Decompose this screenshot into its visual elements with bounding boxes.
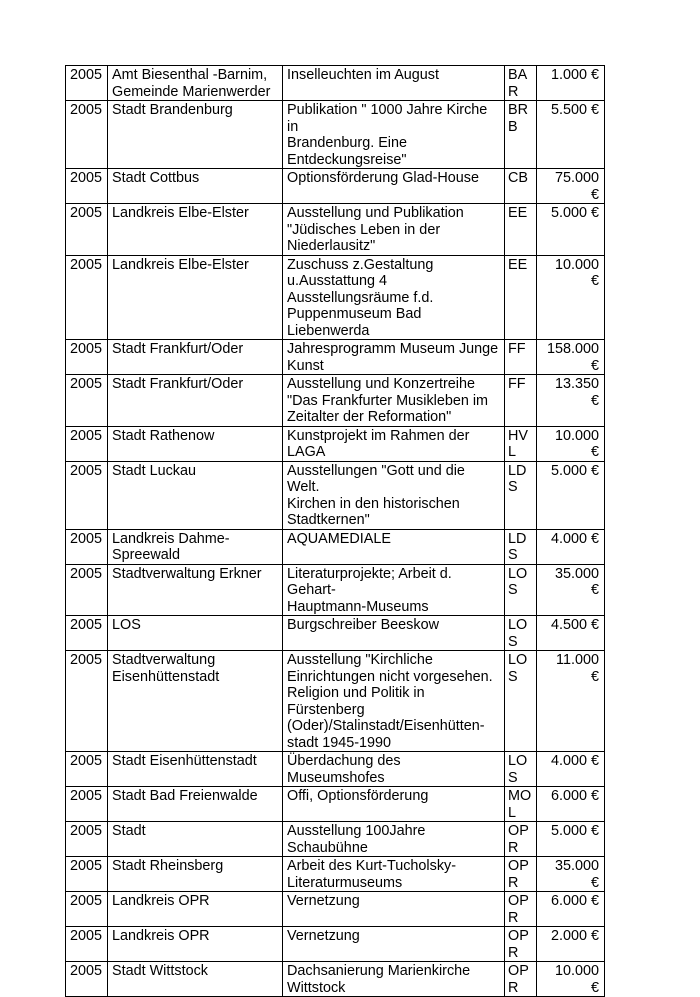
cell-amount-text: 5.000 € bbox=[550, 462, 599, 479]
cell-year-text: 2005 bbox=[70, 67, 103, 83]
table-row bbox=[66, 375, 605, 427]
cell-amount-text: 4.500 € bbox=[550, 617, 599, 633]
cell-district-code bbox=[505, 564, 537, 616]
cell-district-code-text: BA R bbox=[508, 67, 528, 100]
cell-recipient bbox=[108, 255, 283, 340]
cell-year bbox=[66, 66, 108, 101]
cell-recipient-text: Landkreis OPR bbox=[112, 928, 210, 944]
cell-year-text: 2005 bbox=[70, 462, 103, 479]
cell-year-text: 2005 bbox=[70, 427, 103, 444]
cell-recipient bbox=[108, 651, 283, 752]
table-row bbox=[66, 822, 605, 857]
cell-amount bbox=[537, 892, 605, 927]
cell-district-code bbox=[505, 787, 537, 822]
cell-year-text: 2005 bbox=[70, 893, 103, 909]
cell-amount bbox=[537, 204, 605, 256]
cell-district-code bbox=[505, 340, 537, 375]
table-row bbox=[66, 564, 605, 616]
cell-year bbox=[66, 461, 108, 529]
cell-project bbox=[283, 101, 505, 169]
cell-district-code-text: CB bbox=[508, 170, 528, 186]
table-row bbox=[66, 169, 605, 204]
cell-recipient-text: Stadt bbox=[112, 823, 146, 839]
cell-district-code-text: EE bbox=[508, 256, 528, 273]
cell-project bbox=[283, 651, 505, 752]
cell-project-text: Überdachung des Museumshofes bbox=[287, 753, 401, 786]
cell-recipient bbox=[108, 101, 283, 169]
cell-amount-text: 1.000 € bbox=[550, 67, 599, 83]
cell-year-text: 2005 bbox=[70, 170, 103, 186]
cell-amount-text: 4.000 € bbox=[550, 530, 599, 547]
cell-district-code bbox=[505, 426, 537, 461]
cell-year-text: 2005 bbox=[70, 205, 103, 221]
cell-amount bbox=[537, 426, 605, 461]
cell-amount bbox=[537, 340, 605, 375]
cell-amount-text: 75.000 € bbox=[554, 170, 599, 203]
cell-district-code-text: OP R bbox=[508, 928, 529, 961]
cell-project bbox=[283, 822, 505, 857]
cell-recipient bbox=[108, 927, 283, 962]
cell-district-code bbox=[505, 651, 537, 752]
cell-amount-text: 6.000 € bbox=[550, 788, 599, 804]
cell-district-code-text: LO S bbox=[508, 565, 528, 598]
cell-amount bbox=[537, 927, 605, 962]
table-row bbox=[66, 892, 605, 927]
cell-recipient-text: Landkreis Dahme- Spreewald bbox=[112, 530, 230, 563]
cell-amount bbox=[537, 375, 605, 427]
cell-project bbox=[283, 169, 505, 204]
cell-year bbox=[66, 962, 108, 997]
cell-project-text: Publikation " 1000 Jahre Kirche in Brandenburg. Eine Entdeckungsreise" bbox=[287, 102, 488, 168]
cell-recipient bbox=[108, 169, 283, 204]
cell-year bbox=[66, 752, 108, 787]
cell-recipient bbox=[108, 616, 283, 651]
cell-amount-text: 5.000 € bbox=[550, 823, 599, 839]
cell-district-code bbox=[505, 461, 537, 529]
cell-project bbox=[283, 892, 505, 927]
cell-amount-text: 10.000 € bbox=[554, 427, 599, 460]
cell-district-code bbox=[505, 169, 537, 204]
cell-recipient-text: Amt Biesenthal -Barnim, Gemeinde Marienwerder bbox=[112, 67, 271, 100]
cell-project bbox=[283, 255, 505, 340]
cell-year-text: 2005 bbox=[70, 858, 103, 874]
cell-year-text: 2005 bbox=[70, 823, 103, 839]
cell-district-code-text: OP R bbox=[508, 858, 529, 891]
cell-district-code bbox=[505, 857, 537, 892]
cell-recipient-text: Landkreis Elbe-Elster bbox=[112, 205, 249, 221]
cell-recipient bbox=[108, 204, 283, 256]
cell-recipient-text: Stadt Frankfurt/Oder bbox=[112, 376, 244, 392]
cell-amount-text: 35.000 € bbox=[554, 565, 599, 598]
cell-amount bbox=[537, 752, 605, 787]
cell-project-text: Offi, Optionsförderung bbox=[287, 788, 429, 804]
grants-table-body bbox=[66, 66, 605, 997]
cell-district-code-text: LD S bbox=[508, 530, 527, 563]
cell-amount-text: 10.000 € bbox=[554, 963, 599, 996]
cell-recipient-text: Stadt Eisenhüttenstadt bbox=[112, 753, 257, 769]
cell-project-text: Jahresprogramm Museum Junge Kunst bbox=[287, 341, 499, 374]
cell-project bbox=[283, 564, 505, 616]
cell-recipient-text: Landkreis OPR bbox=[112, 893, 210, 909]
cell-project bbox=[283, 529, 505, 564]
cell-project bbox=[283, 752, 505, 787]
cell-amount bbox=[537, 651, 605, 752]
cell-amount bbox=[537, 66, 605, 101]
cell-amount bbox=[537, 616, 605, 651]
cell-amount bbox=[537, 255, 605, 340]
cell-project bbox=[283, 461, 505, 529]
cell-project bbox=[283, 927, 505, 962]
cell-year-text: 2005 bbox=[70, 963, 103, 979]
grants-table bbox=[65, 65, 605, 997]
cell-amount bbox=[537, 857, 605, 892]
cell-district-code-text: LO S bbox=[508, 652, 528, 685]
cell-project-text: Kunstprojekt im Rahmen der LAGA bbox=[287, 427, 470, 460]
cell-year bbox=[66, 426, 108, 461]
cell-amount bbox=[537, 822, 605, 857]
cell-recipient bbox=[108, 564, 283, 616]
cell-year bbox=[66, 375, 108, 427]
cell-project bbox=[283, 66, 505, 101]
cell-recipient-text: Stadt Wittstock bbox=[112, 963, 208, 979]
cell-year bbox=[66, 204, 108, 256]
cell-amount bbox=[537, 787, 605, 822]
cell-amount bbox=[537, 101, 605, 169]
cell-amount-text: 158.000 € bbox=[546, 341, 599, 374]
cell-project-text: AQUAMEDIALE bbox=[287, 530, 391, 547]
table-row bbox=[66, 461, 605, 529]
cell-project-text: Inselleuchten im August bbox=[287, 67, 439, 83]
cell-recipient bbox=[108, 426, 283, 461]
cell-recipient bbox=[108, 822, 283, 857]
cell-amount-text: 5.000 € bbox=[550, 205, 599, 221]
cell-project-text: Vernetzung bbox=[287, 893, 360, 909]
table-row bbox=[66, 752, 605, 787]
cell-year bbox=[66, 787, 108, 822]
cell-project bbox=[283, 787, 505, 822]
cell-district-code-text: MO L bbox=[508, 788, 532, 821]
cell-year-text: 2005 bbox=[70, 341, 103, 357]
cell-recipient-text: Stadt Luckau bbox=[112, 462, 197, 479]
cell-year bbox=[66, 564, 108, 616]
cell-project bbox=[283, 616, 505, 651]
cell-year bbox=[66, 651, 108, 752]
cell-district-code-text: LO S bbox=[508, 617, 528, 650]
cell-district-code bbox=[505, 204, 537, 256]
cell-recipient-text: LOS bbox=[112, 617, 141, 633]
cell-project-text: Vernetzung bbox=[287, 928, 360, 944]
cell-year-text: 2005 bbox=[70, 753, 103, 769]
cell-year bbox=[66, 857, 108, 892]
table-row bbox=[66, 340, 605, 375]
cell-district-code-text: EE bbox=[508, 205, 528, 221]
cell-district-code bbox=[505, 752, 537, 787]
cell-district-code bbox=[505, 101, 537, 169]
cell-amount-text: 13.350 € bbox=[554, 376, 599, 409]
cell-district-code bbox=[505, 822, 537, 857]
cell-district-code-text: BR B bbox=[508, 102, 528, 135]
cell-recipient-text: Stadt Rathenow bbox=[112, 427, 215, 444]
cell-recipient bbox=[108, 787, 283, 822]
cell-project-text: Ausstellung "Kirchliche Einrichtungen nicht vorgesehen. Religion und Politik in Fürstenberg (Oder)/Stalinstadt/Eisenhütten- stadt 1945-1990 bbox=[287, 652, 493, 751]
cell-district-code-text: LO S bbox=[508, 753, 528, 786]
table-row bbox=[66, 101, 605, 169]
cell-district-code-text: FF bbox=[508, 376, 526, 392]
cell-project bbox=[283, 962, 505, 997]
table-row bbox=[66, 204, 605, 256]
cell-recipient bbox=[108, 857, 283, 892]
cell-year bbox=[66, 822, 108, 857]
cell-district-code bbox=[505, 255, 537, 340]
table-row bbox=[66, 857, 605, 892]
cell-project bbox=[283, 204, 505, 256]
table-row bbox=[66, 962, 605, 997]
table-row bbox=[66, 426, 605, 461]
cell-recipient-text: Landkreis Elbe-Elster bbox=[112, 256, 249, 273]
table-row bbox=[66, 255, 605, 340]
cell-district-code-text: OP R bbox=[508, 893, 529, 926]
cell-amount-text: 35.000 € bbox=[554, 858, 599, 891]
cell-recipient-text: Stadt Brandenburg bbox=[112, 102, 233, 118]
cell-amount bbox=[537, 564, 605, 616]
cell-year bbox=[66, 892, 108, 927]
cell-recipient-text: Stadt Rheinsberg bbox=[112, 858, 224, 874]
cell-year bbox=[66, 529, 108, 564]
cell-district-code-text: HV L bbox=[508, 427, 528, 460]
cell-year-text: 2005 bbox=[70, 617, 103, 633]
cell-year bbox=[66, 169, 108, 204]
cell-recipient bbox=[108, 461, 283, 529]
table-row bbox=[66, 927, 605, 962]
cell-amount-text: 6.000 € bbox=[550, 893, 599, 909]
cell-project-text: Ausstellung 100Jahre Schaubühne bbox=[287, 823, 426, 856]
cell-project bbox=[283, 426, 505, 461]
cell-recipient bbox=[108, 529, 283, 564]
cell-district-code bbox=[505, 529, 537, 564]
cell-recipient bbox=[108, 752, 283, 787]
cell-year-text: 2005 bbox=[70, 652, 103, 668]
cell-amount bbox=[537, 461, 605, 529]
cell-district-code-text: FF bbox=[508, 341, 526, 357]
cell-project bbox=[283, 375, 505, 427]
cell-project-text: Zuschuss z.Gestaltung u.Ausstattung 4 Ausstellungsräume f.d. Puppenmuseum Bad Liebenwerda bbox=[287, 256, 434, 339]
cell-amount-text: 2.000 € bbox=[550, 928, 599, 944]
cell-amount-text: 4.000 € bbox=[550, 753, 599, 769]
cell-district-code bbox=[505, 892, 537, 927]
cell-project-text: Optionsförderung Glad-House bbox=[287, 170, 479, 186]
cell-amount bbox=[537, 529, 605, 564]
cell-recipient-text: Stadtverwaltung Erkner bbox=[112, 565, 262, 582]
cell-amount bbox=[537, 169, 605, 204]
cell-year bbox=[66, 616, 108, 651]
cell-project bbox=[283, 857, 505, 892]
cell-recipient bbox=[108, 962, 283, 997]
cell-district-code bbox=[505, 66, 537, 101]
cell-project-text: Ausstellung und Publikation "Jüdisches Leben in der Niederlausitz" bbox=[287, 205, 464, 254]
cell-year-text: 2005 bbox=[70, 102, 103, 118]
cell-recipient bbox=[108, 66, 283, 101]
cell-project-text: Arbeit des Kurt-Tucholsky- Literaturmuseums bbox=[287, 858, 457, 891]
cell-district-code bbox=[505, 616, 537, 651]
cell-recipient-text: Stadtverwaltung Eisenhüttenstadt bbox=[112, 652, 220, 685]
cell-year bbox=[66, 927, 108, 962]
table-row bbox=[66, 787, 605, 822]
cell-year-text: 2005 bbox=[70, 530, 103, 547]
cell-amount bbox=[537, 962, 605, 997]
cell-amount-text: 10.000 € bbox=[554, 256, 599, 289]
cell-project-text: Ausstellungen "Gott und die Welt. Kirchen in den historischen Stadtkernen" bbox=[287, 462, 465, 528]
cell-year-text: 2005 bbox=[70, 928, 103, 944]
cell-project bbox=[283, 340, 505, 375]
table-row bbox=[66, 529, 605, 564]
cell-recipient bbox=[108, 375, 283, 427]
cell-amount-text: 5.500 € bbox=[550, 102, 599, 118]
cell-recipient-text: Stadt Frankfurt/Oder bbox=[112, 341, 244, 357]
cell-district-code bbox=[505, 375, 537, 427]
table-row bbox=[66, 616, 605, 651]
cell-project-text: Literaturprojekte; Arbeit d. Gehart- Hauptmann-Museums bbox=[287, 565, 452, 615]
cell-year bbox=[66, 340, 108, 375]
cell-year bbox=[66, 255, 108, 340]
cell-year-text: 2005 bbox=[70, 565, 103, 582]
cell-project-text: Dachsanierung Marienkirche Wittstock bbox=[287, 963, 471, 996]
cell-project-text: Burgschreiber Beeskow bbox=[287, 617, 439, 633]
cell-district-code-text: LD S bbox=[508, 462, 527, 495]
cell-year-text: 2005 bbox=[70, 376, 103, 392]
cell-recipient-text: Stadt Cottbus bbox=[112, 170, 200, 186]
table-row bbox=[66, 651, 605, 752]
cell-district-code bbox=[505, 962, 537, 997]
cell-year-text: 2005 bbox=[70, 256, 103, 273]
cell-district-code-text: OP R bbox=[508, 963, 529, 996]
cell-year bbox=[66, 101, 108, 169]
cell-recipient-text: Stadt Bad Freienwalde bbox=[112, 788, 258, 804]
cell-project-text: Ausstellung und Konzertreihe "Das Frankfurter Musikleben im Zeitalter der Reformation" bbox=[287, 376, 489, 425]
cell-amount-text: 11.000 € bbox=[556, 652, 599, 685]
cell-district-code bbox=[505, 927, 537, 962]
cell-district-code-text: OP R bbox=[508, 823, 529, 856]
cell-recipient bbox=[108, 892, 283, 927]
cell-recipient bbox=[108, 340, 283, 375]
cell-year-text: 2005 bbox=[70, 788, 103, 804]
table-row bbox=[66, 66, 605, 101]
